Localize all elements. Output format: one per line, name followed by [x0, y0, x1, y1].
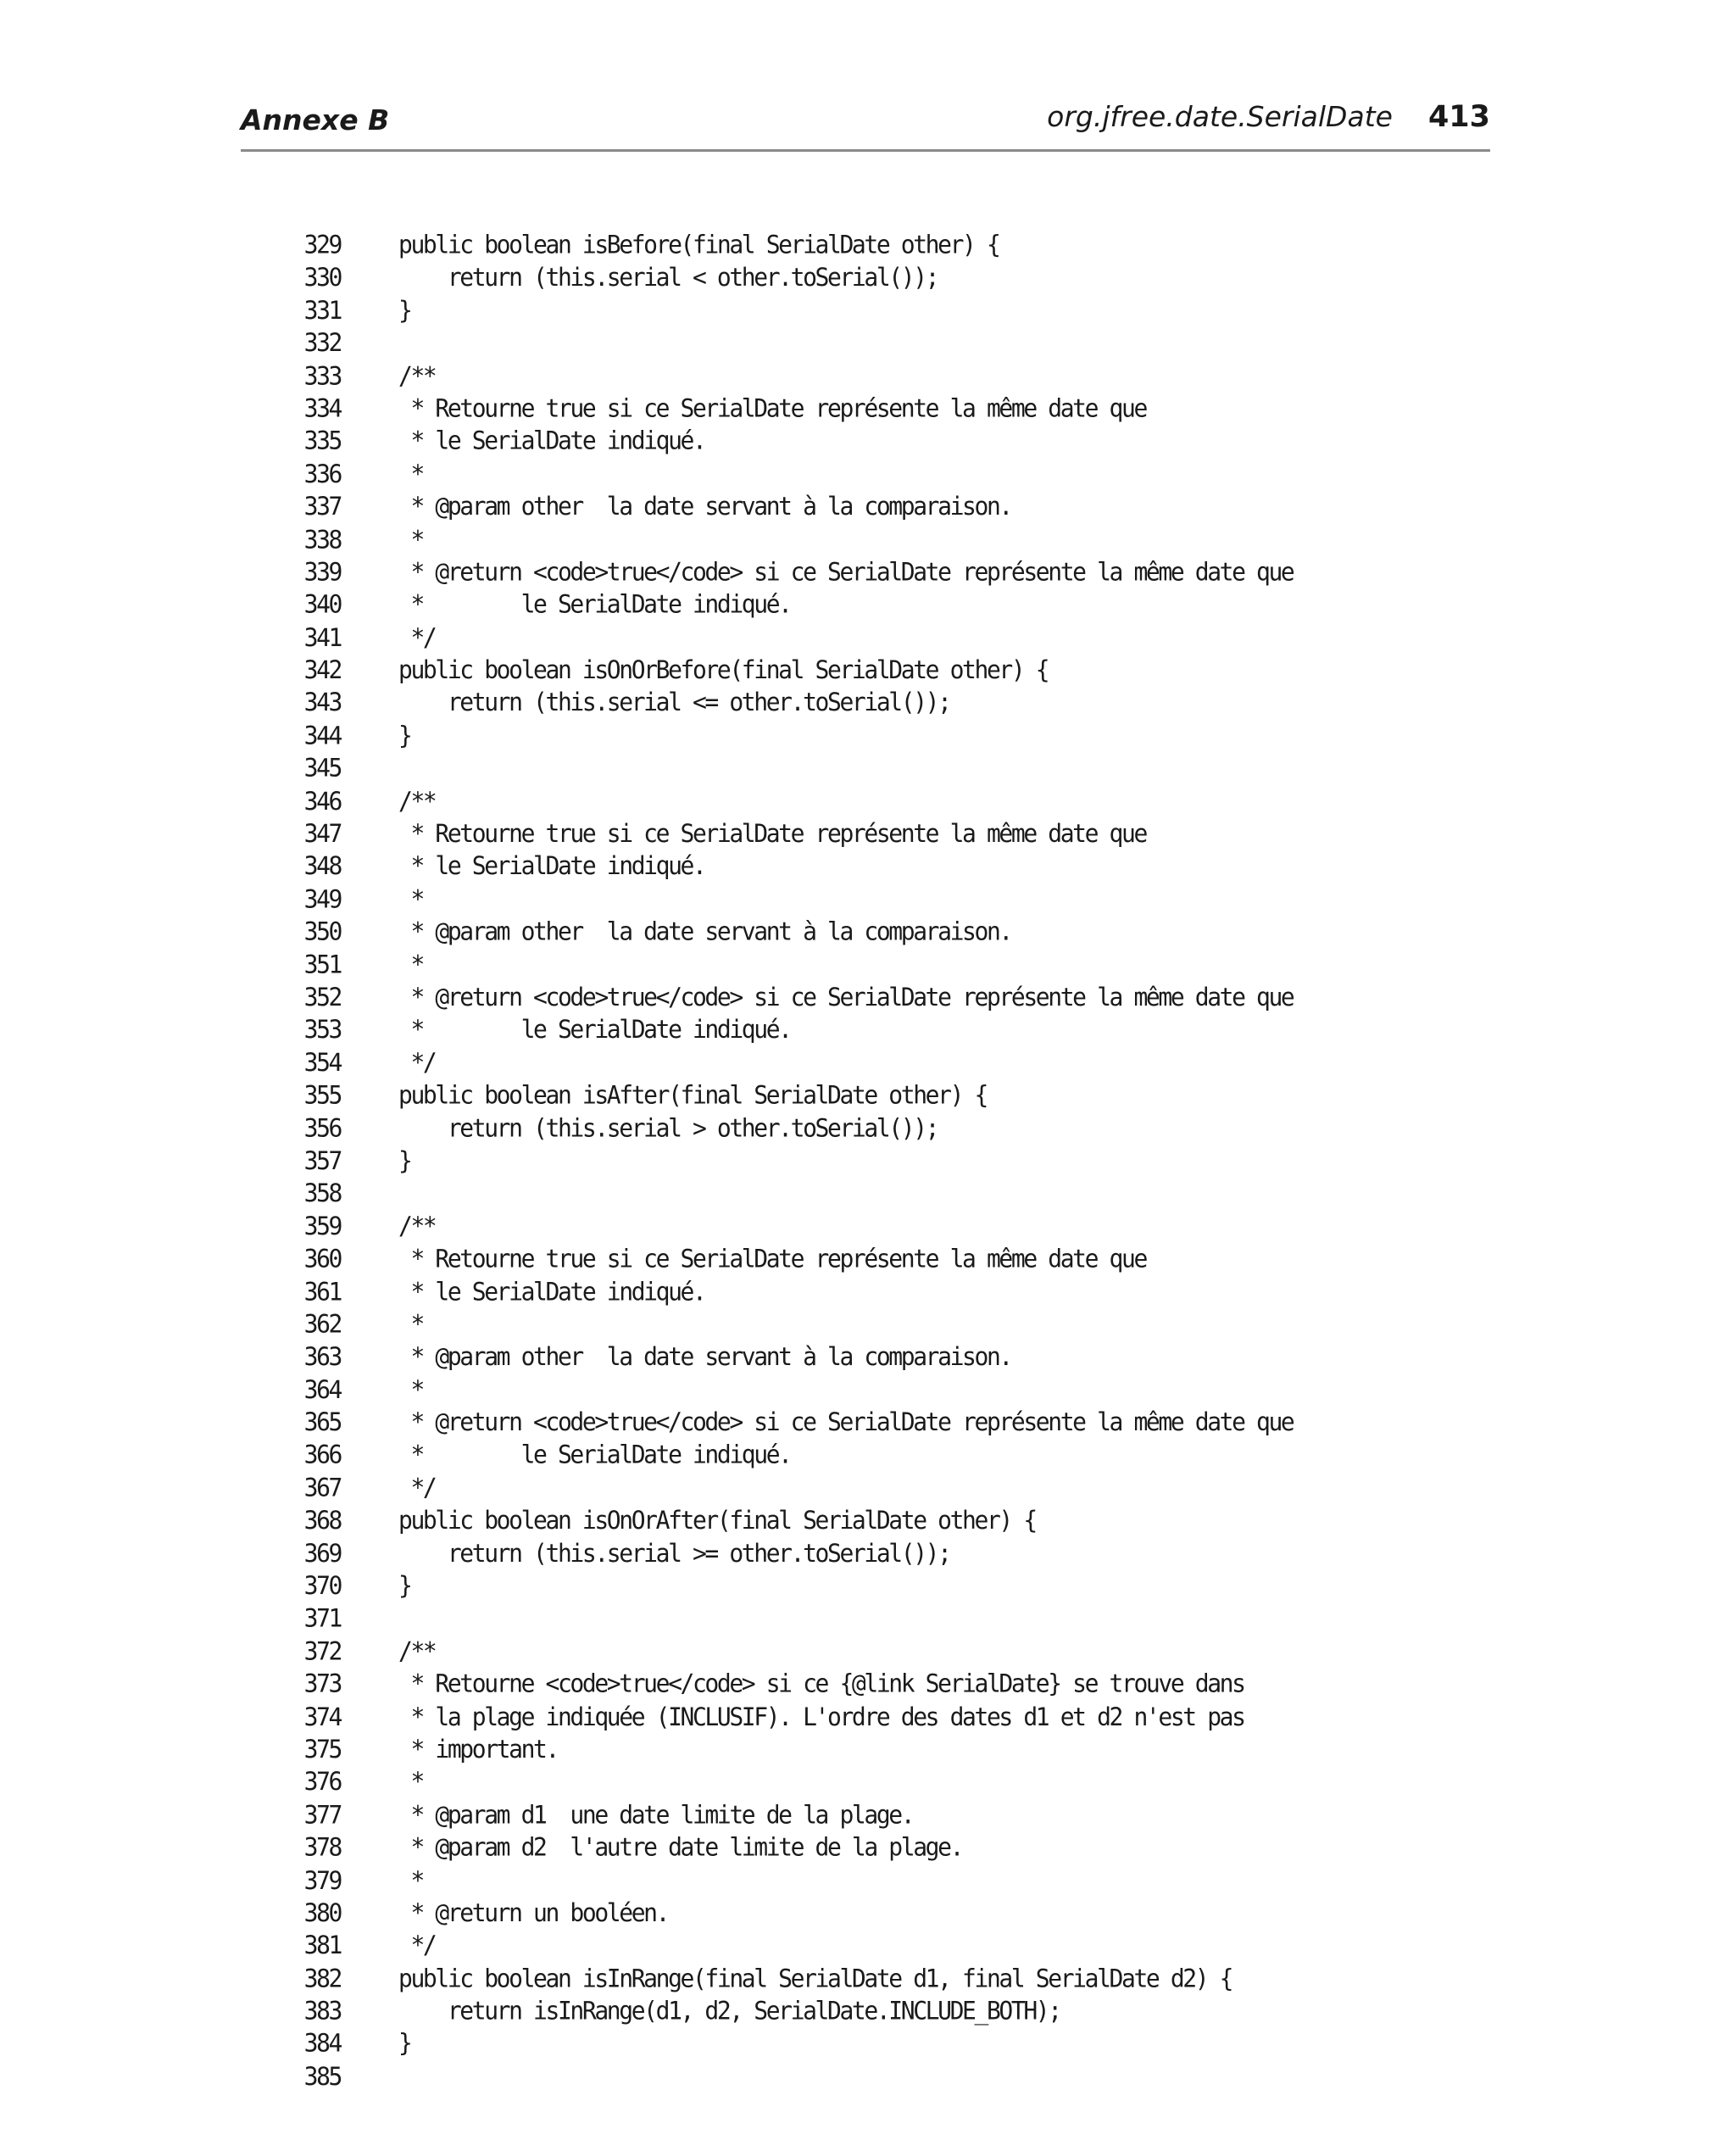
code-listing	[297, 229, 1293, 2093]
line-code: * @return <code>true</code> si ce SerialDate représente la même date que	[398, 556, 1294, 587]
line-code: */	[398, 1047, 436, 1078]
code-line	[297, 1570, 1293, 1603]
line-number: 383	[303, 1996, 341, 2026]
code-line	[297, 1930, 1293, 1963]
line-code: }	[398, 2028, 411, 2059]
line-number: 375	[303, 1734, 341, 1764]
line-code: *	[398, 949, 423, 979]
line-code: * Retourne true si ce SerialDate représente la même date que	[398, 393, 1146, 423]
line-code: *	[398, 883, 423, 914]
line-number: 352	[303, 982, 341, 1012]
code-line	[297, 1014, 1293, 1047]
code-line	[297, 1112, 1293, 1145]
line-code: * @return <code>true</code> si ce SerialDate représente la même date que	[398, 1407, 1294, 1437]
line-number: 358	[303, 1178, 341, 1208]
code-line	[297, 359, 1293, 393]
line-number: 379	[303, 1864, 341, 1895]
code-line	[297, 621, 1293, 655]
line-code: * le SerialDate indiqué.	[398, 1440, 791, 1470]
code-line	[297, 2028, 1293, 2061]
code-line	[297, 1243, 1293, 1276]
line-code: return (this.serial > other.toSerial());	[398, 1112, 938, 1143]
line-number: 376	[303, 1767, 341, 1797]
code-line	[297, 1602, 1293, 1636]
code-line	[297, 393, 1293, 426]
line-number: 340	[303, 589, 341, 620]
code-line	[297, 491, 1293, 524]
code-line	[297, 1439, 1293, 1472]
code-line	[297, 949, 1293, 982]
line-code: return (this.serial >= other.toSerial());	[398, 1538, 950, 1569]
code-line	[297, 1995, 1293, 2028]
line-code: }	[398, 720, 411, 750]
line-number: 361	[303, 1276, 341, 1307]
line-code: * la plage indiquée (INCLUSIF). L'ordre des dates d1 et d2 n'est pas	[398, 1701, 1244, 1731]
line-code: public boolean isOnOrBefore(final SerialDate other) {	[398, 655, 1049, 685]
line-number: 369	[303, 1538, 341, 1569]
line-code: }	[398, 295, 411, 326]
code-line	[297, 1504, 1293, 1537]
line-code: * le SerialDate indiqué.	[398, 1276, 705, 1307]
line-number: 371	[303, 1603, 341, 1634]
line-number: 357	[303, 1145, 341, 1176]
code-line	[297, 523, 1293, 556]
line-code: * @param other la date servant à la comparaison.	[398, 491, 1011, 521]
line-number: 354	[303, 1047, 341, 1078]
line-number: 351	[303, 949, 341, 979]
line-number: 373	[303, 1669, 341, 1699]
line-code: * le SerialDate indiqué.	[398, 1014, 791, 1045]
code-line	[297, 1701, 1293, 1734]
line-code: return isInRange(d1, d2, SerialDate.INCLUDE_BOTH);	[398, 1996, 1060, 2026]
line-code: */	[398, 1472, 436, 1502]
line-code: return (this.serial < other.toSerial());	[398, 262, 938, 293]
line-code: public boolean isOnOrAfter(final SerialDate other) {	[398, 1505, 1036, 1535]
code-line	[297, 883, 1293, 916]
line-code: * @param d2 l'autre date limite de la plage.	[398, 1832, 963, 1863]
line-number: 382	[303, 1963, 341, 1993]
code-line	[297, 588, 1293, 621]
line-number: 338	[303, 524, 341, 555]
line-code: return (this.serial <= other.toSerial());	[398, 688, 950, 718]
line-number: 370	[303, 1570, 341, 1601]
line-code: * Retourne <code>true</code> si ce {@link SerialDate} se trouve dans	[398, 1669, 1244, 1699]
code-line	[297, 262, 1293, 295]
line-number: 364	[303, 1374, 341, 1405]
line-number: 380	[303, 1898, 341, 1928]
code-line	[297, 817, 1293, 850]
code-line	[297, 556, 1293, 589]
code-line	[297, 1341, 1293, 1374]
line-number: 378	[303, 1832, 341, 1863]
code-line	[297, 785, 1293, 818]
code-line	[297, 425, 1293, 458]
code-line	[297, 1210, 1293, 1243]
code-line	[297, 458, 1293, 491]
page-header	[241, 100, 1490, 151]
line-code: public boolean isAfter(final SerialDate other) {	[398, 1079, 987, 1110]
line-code: /**	[398, 1636, 436, 1666]
line-number: 343	[303, 688, 341, 718]
line-number: 363	[303, 1341, 341, 1372]
line-code: * important.	[398, 1734, 558, 1764]
line-code: *	[398, 1374, 423, 1405]
line-code: * @param other la date servant à la comparaison.	[398, 1341, 1011, 1372]
code-line	[297, 850, 1293, 883]
line-number: 350	[303, 917, 341, 947]
line-number: 341	[303, 621, 341, 652]
code-line	[297, 1046, 1293, 1079]
line-number: 360	[303, 1243, 341, 1273]
code-line	[297, 1374, 1293, 1407]
line-number: 385	[303, 2061, 341, 2092]
line-code: *	[398, 1864, 423, 1895]
line-number: 362	[303, 1309, 341, 1339]
code-line	[297, 1537, 1293, 1570]
line-number: 353	[303, 1014, 341, 1045]
line-code: * @param d1 une date limite de la plage.	[398, 1799, 914, 1830]
line-code: * le SerialDate indiqué.	[398, 589, 791, 620]
code-line	[297, 1636, 1293, 1669]
line-number: 336	[303, 459, 341, 489]
line-number: 346	[303, 785, 341, 816]
line-number: 330	[303, 262, 341, 293]
code-line	[297, 1864, 1293, 1898]
line-number: 372	[303, 1636, 341, 1666]
code-line	[297, 1668, 1293, 1701]
line-code: * Retourne true si ce SerialDate représente la même date que	[398, 818, 1146, 849]
line-number: 342	[303, 655, 341, 685]
line-number: 332	[303, 327, 341, 358]
code-line	[297, 1275, 1293, 1308]
line-code: /**	[398, 360, 436, 391]
code-line	[297, 916, 1293, 949]
line-number: 348	[303, 850, 341, 881]
line-code: * @return un booléen.	[398, 1898, 669, 1928]
line-code: *	[398, 524, 423, 555]
line-number: 339	[303, 556, 341, 587]
code-line	[297, 1472, 1293, 1505]
line-code: */	[398, 621, 436, 652]
line-number: 377	[303, 1799, 341, 1830]
line-code: * @param other la date servant à la comparaison.	[398, 917, 1011, 947]
header-right-group	[1047, 100, 1490, 134]
code-line	[297, 1308, 1293, 1341]
line-code: * @return <code>true</code> si ce SerialDate représente la même date que	[398, 982, 1294, 1012]
code-line	[297, 1766, 1293, 1799]
line-number: 345	[303, 753, 341, 783]
line-number: 367	[303, 1472, 341, 1502]
code-line	[297, 1145, 1293, 1178]
line-number: 359	[303, 1211, 341, 1241]
line-number: 368	[303, 1505, 341, 1535]
line-number: 331	[303, 295, 341, 326]
line-number: 334	[303, 393, 341, 423]
line-number: 356	[303, 1112, 341, 1143]
line-code: *	[398, 1767, 423, 1797]
code-line	[297, 1079, 1293, 1112]
line-number: 344	[303, 720, 341, 750]
line-code: */	[398, 1930, 436, 1960]
line-code: * Retourne true si ce SerialDate représente la même date que	[398, 1243, 1146, 1273]
code-line	[297, 229, 1293, 262]
code-line	[297, 1178, 1293, 1211]
code-line	[297, 294, 1293, 327]
code-line	[297, 1962, 1293, 1995]
code-line	[297, 327, 1293, 360]
line-code: *	[398, 1309, 423, 1339]
line-code: *	[398, 459, 423, 489]
line-code: public boolean isBefore(final SerialDate other) {	[398, 230, 999, 260]
line-number: 333	[303, 360, 341, 391]
code-line	[297, 2060, 1293, 2093]
line-number: 366	[303, 1440, 341, 1470]
line-code: * le SerialDate indiqué.	[398, 426, 705, 456]
code-line	[297, 1733, 1293, 1766]
line-number: 337	[303, 491, 341, 521]
code-line	[297, 720, 1293, 753]
code-line	[297, 687, 1293, 720]
line-number: 347	[303, 818, 341, 849]
line-code: public boolean isInRange(final SerialDate d1, final SerialDate d2) {	[398, 1963, 1232, 1993]
code-line	[297, 1831, 1293, 1864]
page-number: 413	[1427, 100, 1490, 134]
line-code: }	[398, 1145, 411, 1176]
line-code: }	[398, 1570, 411, 1601]
line-number: 335	[303, 426, 341, 456]
running-title: org.jfree.date.SerialDate	[1047, 100, 1393, 133]
code-line	[297, 1407, 1293, 1440]
code-line	[297, 1897, 1293, 1930]
line-code: /**	[398, 785, 436, 816]
line-code: * le SerialDate indiqué.	[398, 850, 705, 881]
line-number: 374	[303, 1701, 341, 1731]
line-number: 384	[303, 2028, 341, 2059]
code-line	[297, 654, 1293, 687]
line-number: 355	[303, 1079, 341, 1110]
code-line	[297, 1799, 1293, 1832]
line-number: 329	[303, 230, 341, 260]
line-code: /**	[398, 1211, 436, 1241]
line-number: 381	[303, 1930, 341, 1960]
header-divider	[241, 149, 1490, 152]
code-line	[297, 752, 1293, 785]
line-number: 365	[303, 1407, 341, 1437]
code-line	[297, 981, 1293, 1014]
chapter-label: Annexe B	[241, 103, 390, 137]
line-number: 349	[303, 883, 341, 914]
